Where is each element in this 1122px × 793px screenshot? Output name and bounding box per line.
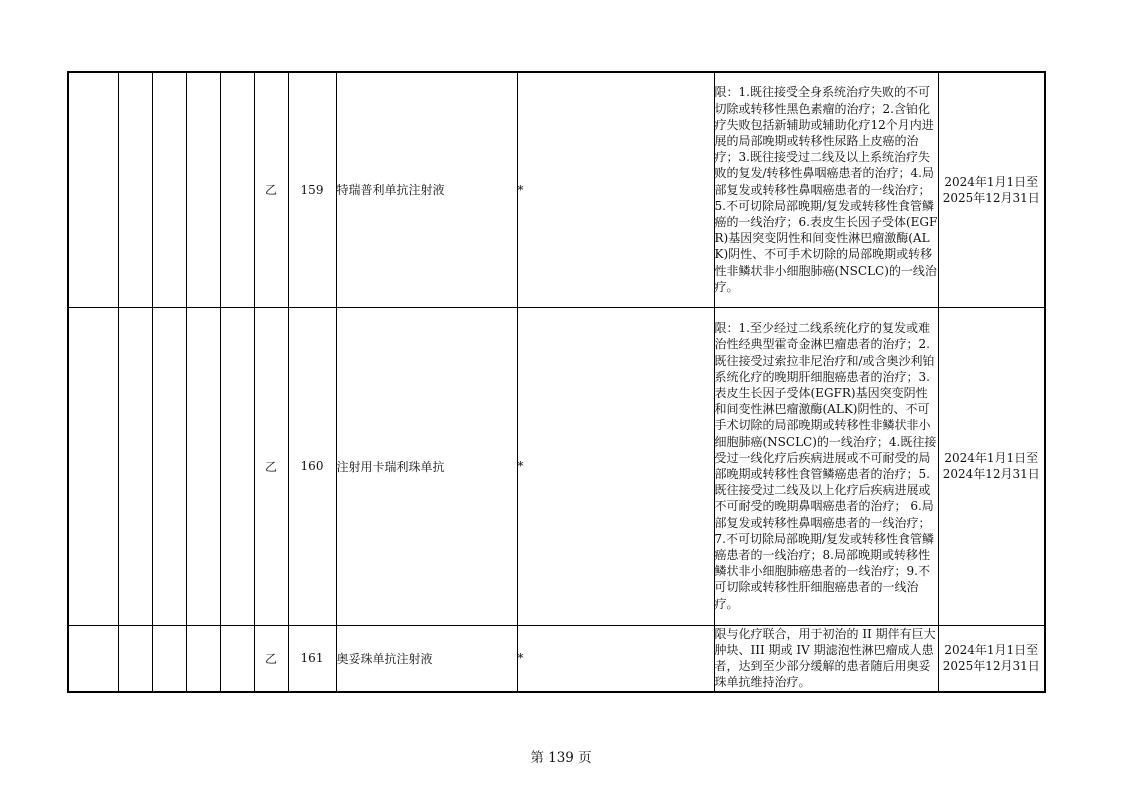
validity-end: 2024年12月31日 (942, 467, 1040, 481)
table-row (68, 72, 1045, 307)
drug-name-cell: 注射用卡瑞利珠单抗 (336, 307, 517, 625)
validity-period-cell (938, 625, 1045, 692)
validity-start: 2024年1月1日至 (944, 174, 1039, 189)
empty-cell (186, 72, 220, 307)
empty-cell (152, 625, 186, 692)
remark-cell: 限与化疗联合，用于初治的 II 期伴有巨大肿块、III 期或 IV 期滤泡性淋巴瘤成人患者，达到至少部分缓解的患者随后用奥妥珠单抗维持治疗。 (714, 625, 938, 692)
validity-start: 2024年1月1日至 (944, 643, 1039, 658)
dosage-form-cell: * (517, 307, 714, 625)
empty-cell (186, 625, 220, 692)
category-cell: 乙 (254, 307, 288, 625)
empty-cell (186, 307, 220, 625)
validity-period-cell (938, 307, 1045, 625)
empty-cell (220, 72, 254, 307)
empty-cell (118, 72, 152, 307)
page-number: 第 139 页 (530, 750, 592, 766)
validity-period-cell (938, 72, 1045, 307)
remark-cell: 限：1.既往接受全身系统治疗失败的不可切除或转移性黑色素瘤的治疗；2.含铂化疗失败包括新辅助或辅助化疗12个月内进展的局部晚期或转移性尿路上皮癌的治疗；3.既往接受过二线及以上系统治疗失败的复发/转移性鼻咽癌患者的治疗；4.局部复发或转移性鼻咽癌患者的一线治疗；5.不可切除局部晚期/复发或转移性食管鳞癌的一线治疗；6.表皮生长因子受体(EGFR)基因突变阴性和间变性淋巴瘤激酶(ALK)阴性、不可手术切除的局部晚期或转移性非鳞状非小细胞肺癌(NSCLC)的一线治疗。 (714, 72, 938, 307)
empty-cell (152, 72, 186, 307)
dosage-form-cell: * (517, 72, 714, 307)
number-cell: 159 (288, 72, 336, 307)
drug-name-cell: 特瑞普利单抗注射液 (336, 72, 517, 307)
number-cell: 161 (288, 625, 336, 692)
empty-cell (220, 625, 254, 692)
empty-cell (118, 307, 152, 625)
validity-end: 2025年12月31日 (942, 190, 1040, 205)
empty-cell (118, 625, 152, 692)
category-cell: 乙 (254, 72, 288, 307)
dosage-form-cell: * (517, 625, 714, 692)
number-cell: 160 (288, 307, 336, 625)
remark-cell: 限：1.至少经过二线系统化疗的复发或难治性经典型霍奇金淋巴瘤患者的治疗；2.既往接受过索拉非尼治疗和/或含奥沙利铂系统化疗的晚期肝细胞癌患者的治疗；3.表皮生长因子受体(EGFR)基因突变阴性和间变性淋巴瘤激酶(ALK)阴性的、不可手术切除的局部晚期或转移性非鳞状非小细胞肺癌(NSCLC)的一线治疗；4.既往接受过一线化疗后疾病进展或不可耐受的局部晚期或转移性食管鳞癌患者的治疗；5.既往接受过二线及以上化疗后疾病进展或不可耐受的晚期鼻咽癌患者的治疗； 6.局部复发或转移性鼻咽癌患者的一线治疗；7.不可切除局部晚期/复发或转移性食管鳞癌患者的一线治疗；8.局部晚期或转移性鳞状非小细胞肺癌患者的一线治疗；9.不可切除或转移性肝细胞癌患者的一线治疗。 (714, 307, 938, 625)
empty-cell (68, 72, 118, 307)
validity-end: 2025年12月31日 (942, 659, 1040, 674)
category-cell: 乙 (254, 625, 288, 692)
empty-cell (152, 307, 186, 625)
empty-cell (220, 307, 254, 625)
table-row (68, 625, 1045, 692)
empty-cell (68, 307, 118, 625)
validity-start: 2024年1月1日至 (944, 451, 1039, 465)
drug-list-table (67, 71, 1046, 693)
empty-cell (68, 625, 118, 692)
drug-name-cell: 奥妥珠单抗注射液 (336, 625, 517, 692)
table-row (68, 307, 1045, 625)
